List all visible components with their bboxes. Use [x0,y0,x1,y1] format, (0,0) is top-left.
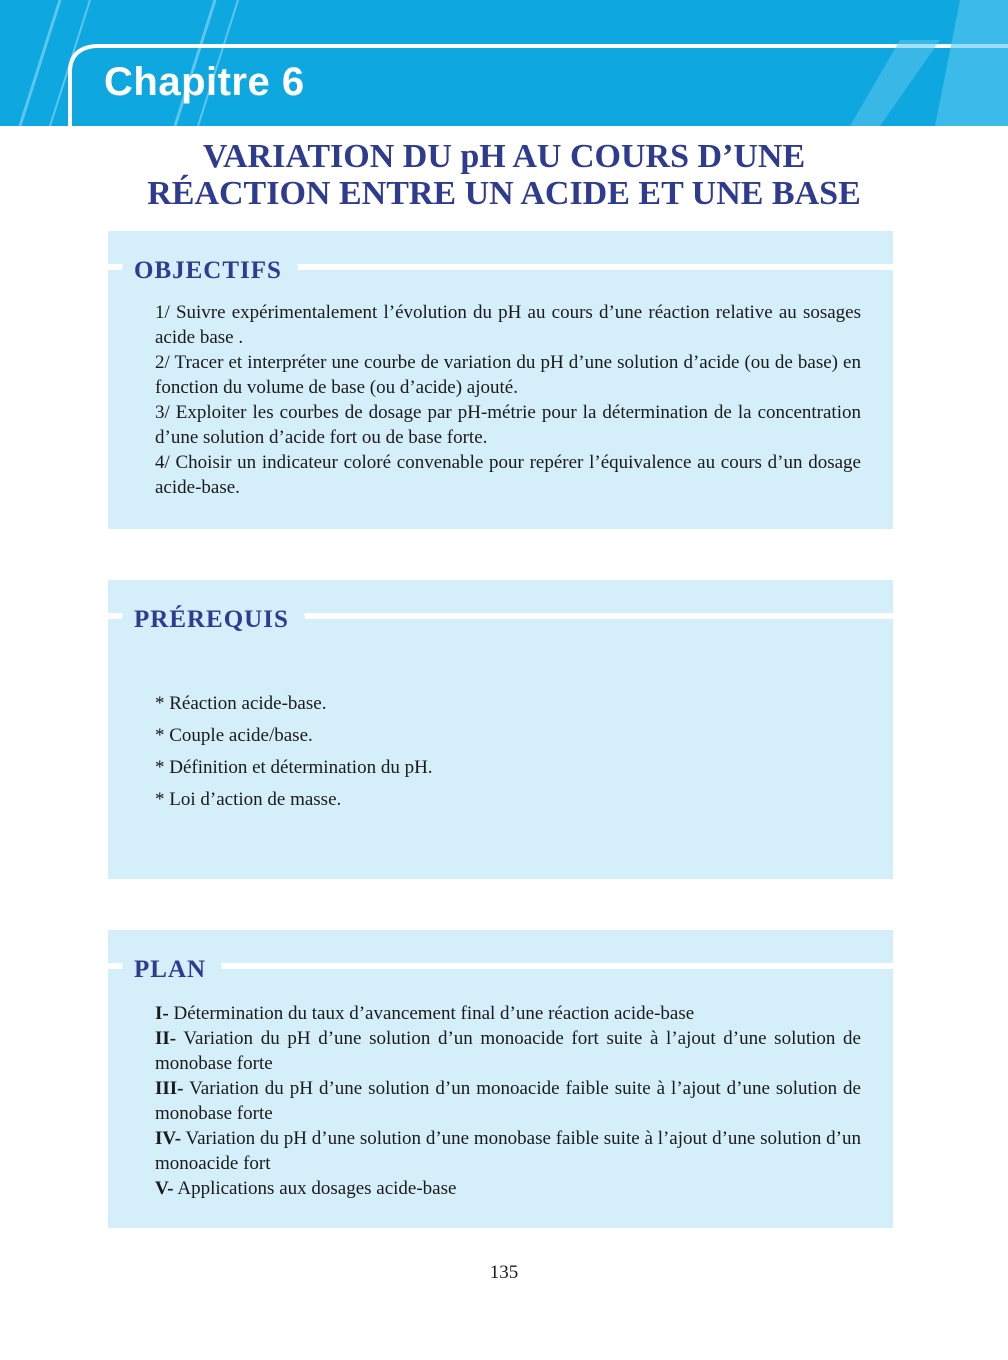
page-number: 135 [489,1262,519,1283]
plan-item-number: IV- [155,1128,182,1149]
plan-item [155,1001,861,1026]
objectif-item: 1/ Suivre expérimentalement l’évolution du pH au cours d’une réaction relative au sosages acide base . [155,302,861,348]
plan-item-number: I- [155,1003,169,1024]
plan-item [155,1076,861,1126]
plan-list [155,1001,861,1201]
objectif-item: 2/ Tracer et interpréter une courbe de variation du pH d’une solution d’acide (ou de base) en fonction du volume de base (ou d’acide) ajouté. [155,352,861,398]
plan-item-text: Détermination du taux d’avancement final d’une réaction acide-base [168,1003,695,1024]
objectifs-heading: OBJECTIFS [122,243,298,299]
prerequis-heading: PRÉREQUIS [122,592,305,648]
prerequis-item: * Loi d’action de masse. [155,789,342,810]
plan-item-number: III- [155,1078,184,1099]
plan-section [108,930,893,1228]
plan-item-text: Variation du pH d’une solution d’un monoacide fort suite à l’ajout d’une solution de monobase forte [155,1028,861,1074]
plan-item-text: Variation du pH d’une solution d’une monobase faible suite à l’ajout d’une solution d’un monoacide fort [155,1128,861,1174]
objectifs-list [155,300,861,500]
objectifs-section [108,231,893,529]
plan-item [155,1176,861,1201]
plan-item-number: II- [155,1028,177,1049]
page-title [0,138,1008,212]
plan-item-text: Variation du pH d’une solution d’un monoacide faible suite à l’ajout d’une solution de monobase forte [155,1078,861,1124]
prerequis-section [108,580,893,879]
prerequis-list [155,691,861,819]
plan-item [155,1026,861,1076]
prerequis-item: * Définition et détermination du pH. [155,757,433,778]
plan-item [155,1126,861,1176]
plan-item-number: V- [155,1178,174,1199]
objectif-item: 4/ Choisir un indicateur coloré convenable pour repérer l’équivalence au cours d’un dosage acide-base. [155,452,861,498]
prerequis-item: * Couple acide/base. [155,725,313,746]
section-divider [108,963,893,969]
prerequis-item: * Réaction acide-base. [155,693,327,714]
title-line-1: VARIATION DU pH AU COURS D’UNE [202,138,806,175]
objectif-item: 3/ Exploiter les courbes de dosage par pH-métrie pour la détermination de la concentration d’une solution d’acide fort ou de base forte. [155,402,861,448]
chapter-banner [0,0,1008,126]
title-line-2: RÉACTION ENTRE UN ACIDE ET UNE BASE [147,175,861,212]
chapter-label: Chapitre 6 [104,60,305,104]
plan-item-text: Applications aux dosages acide-base [173,1178,457,1199]
plan-heading: PLAN [122,942,222,998]
